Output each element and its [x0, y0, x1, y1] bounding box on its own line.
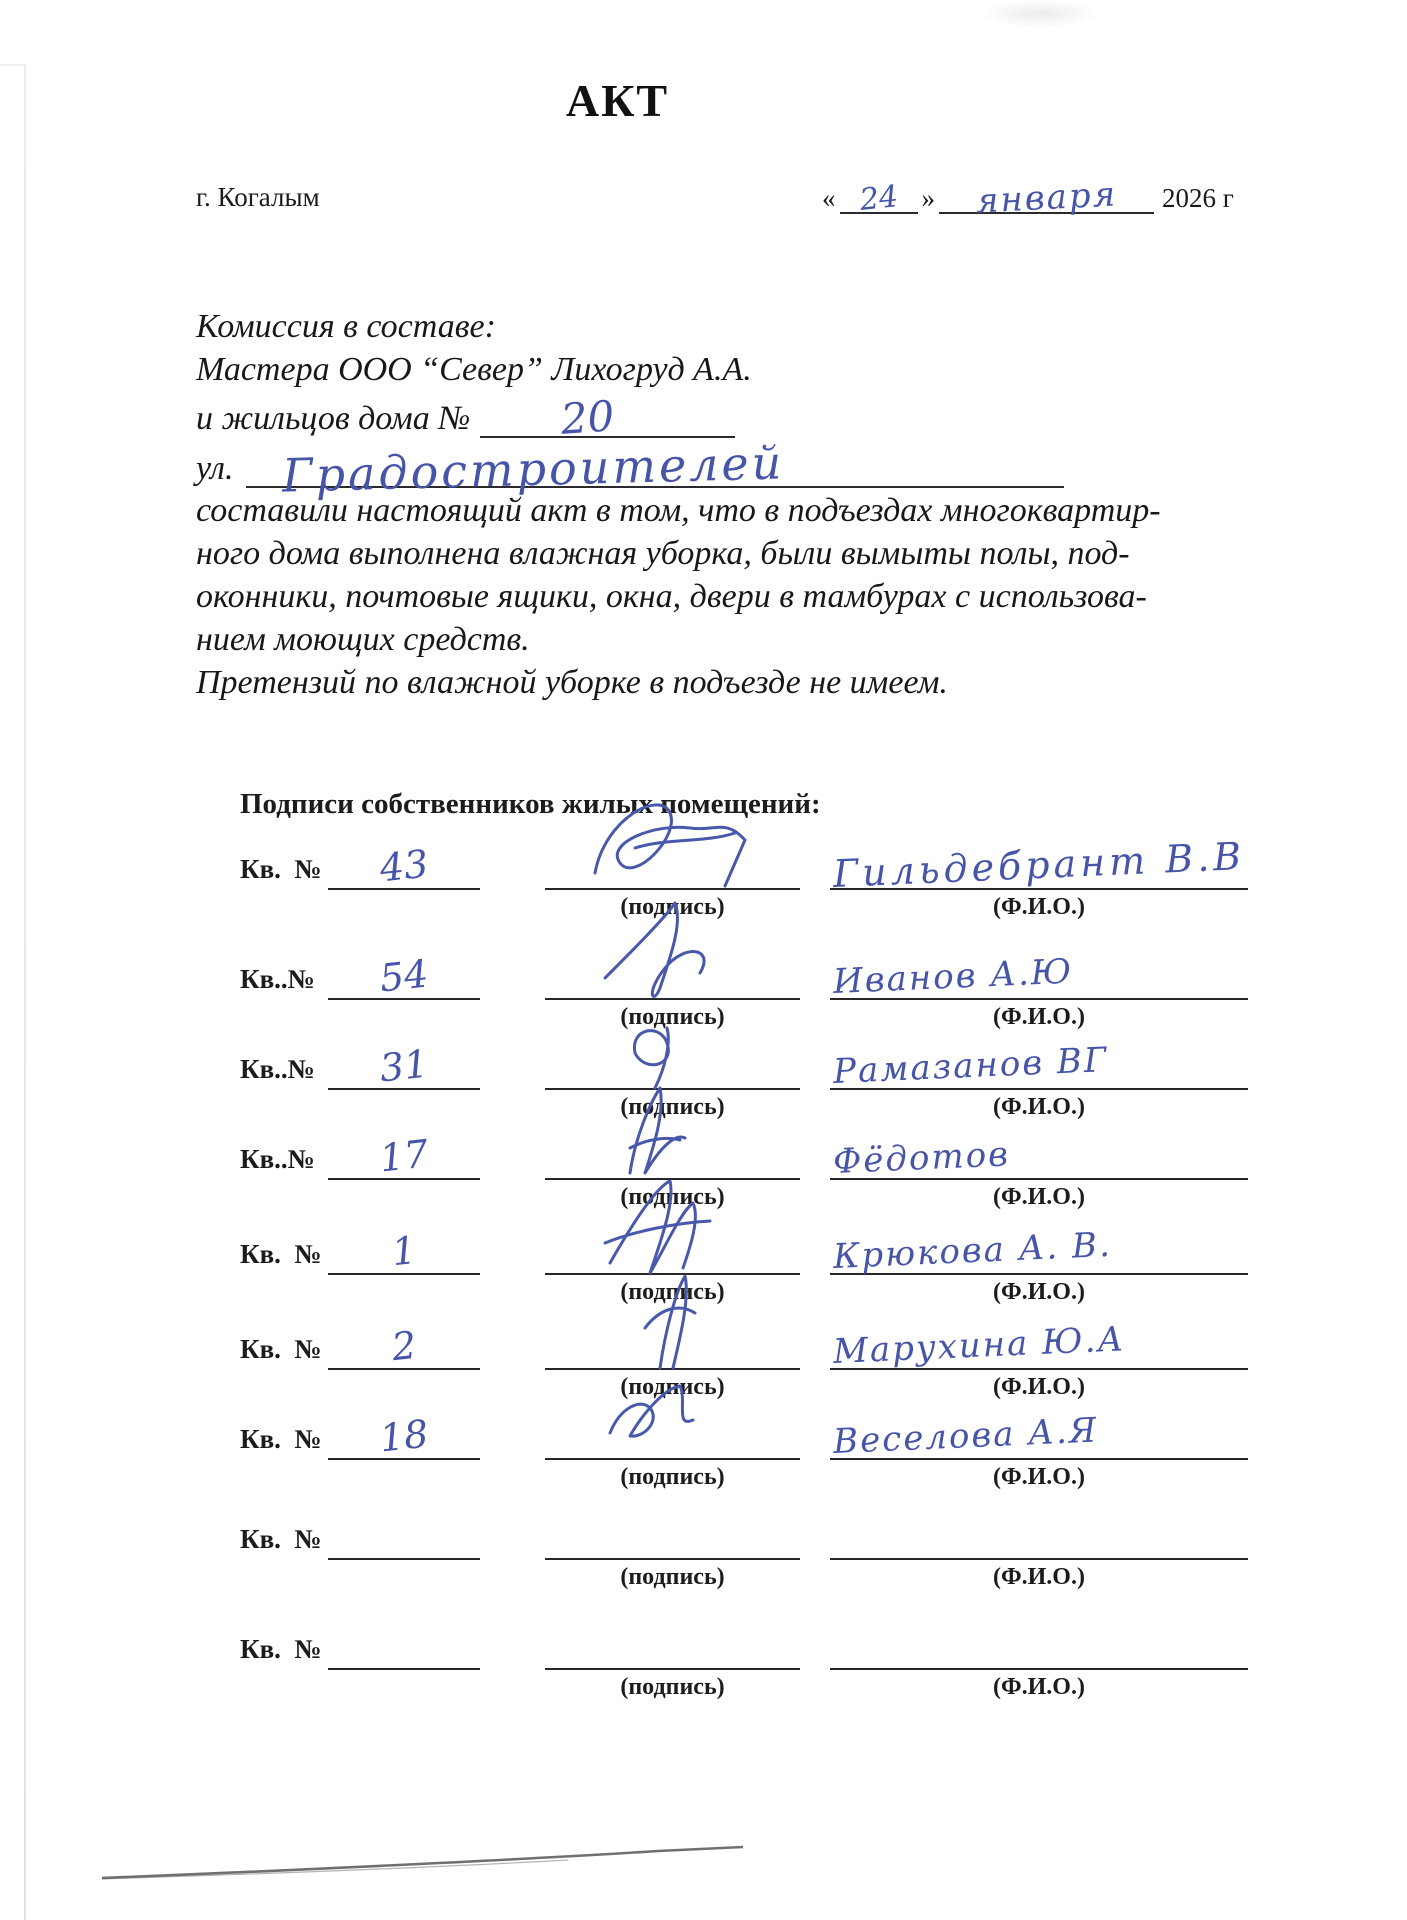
- apartment-number-line: [328, 1227, 480, 1275]
- fio-handwritten: Фёдотов: [832, 1134, 1011, 1182]
- fio-handwritten: Иванов А.Ю: [832, 951, 1075, 1002]
- scan-smudge: [980, 0, 1100, 28]
- date-day-field: [840, 176, 918, 218]
- apartment-label: Кв. №: [240, 1334, 322, 1364]
- signature-scribble: [575, 1358, 775, 1468]
- apartment-label: Кв..№: [240, 964, 315, 994]
- fio-line: [830, 1224, 1248, 1277]
- apartment-number-line: [328, 841, 480, 891]
- apartment-label: Кв. №: [240, 1239, 322, 1269]
- house-number-field: [480, 391, 735, 444]
- apartment-number-handwritten: 2: [389, 1322, 419, 1370]
- signature-scribble: [575, 1173, 775, 1283]
- fio-line: [830, 1319, 1248, 1372]
- caption-fio: (Ф.И.О.): [993, 1374, 1085, 1400]
- street-line: [196, 435, 1064, 503]
- apartment-number-handwritten: 1: [389, 1227, 419, 1275]
- apartment-number-handwritten: 54: [377, 951, 431, 1001]
- commission-line: Комиссия в составе:: [196, 308, 496, 345]
- caption-signature: (подпись): [620, 1674, 725, 1700]
- signature-scribble: [575, 1078, 775, 1188]
- fio-handwritten: Гильдебрант В.В: [832, 834, 1246, 896]
- claims-line: Претензий по влажной уборке в подъезде не имеем.: [196, 664, 948, 701]
- paragraph-line: нием моющих средств.: [196, 621, 530, 658]
- caption-signature: (подпись): [620, 1279, 725, 1305]
- date-month-field: [939, 174, 1154, 222]
- house-line: [196, 391, 735, 444]
- caption-signature: (подпись): [620, 894, 725, 920]
- apartment-number-line: [328, 1131, 480, 1181]
- signature-row: [0, 1410, 1407, 1514]
- fio-line: [830, 1040, 1248, 1092]
- apartment-number-handwritten: 31: [377, 1041, 431, 1091]
- caption-fio: (Ф.И.О.): [993, 894, 1085, 920]
- street-line-prefix: ул.: [196, 450, 234, 487]
- caption-fio: (Ф.И.О.): [993, 1279, 1085, 1305]
- signature-row: [0, 1628, 1407, 1724]
- apartment-label: Кв..№: [240, 1054, 315, 1084]
- apartment-label: Кв. №: [240, 854, 322, 884]
- city-label: г. Когалым: [196, 182, 320, 212]
- signature-row: [0, 1518, 1407, 1614]
- caption-fio: (Ф.И.О.): [993, 1184, 1085, 1210]
- street-name-field: [246, 435, 1064, 503]
- paragraph-line: составили настоящий акт в том, что в подъездах многоквартир-: [196, 492, 1161, 529]
- apartment-number-line: [328, 1322, 480, 1370]
- apartment-label: Кв. №: [240, 1634, 322, 1664]
- date-month-handwritten: января: [974, 174, 1119, 222]
- caption-fio: (Ф.И.О.): [993, 1094, 1085, 1120]
- signature-line: [545, 1418, 800, 1460]
- caption-signature: (подпись): [620, 1184, 725, 1210]
- document-title: АКТ: [565, 75, 670, 126]
- caption-signature: (подпись): [620, 1464, 725, 1490]
- paragraph-line: ного дома выполнена влажная уборка, были вымыты полы, под-: [196, 535, 1130, 572]
- date-quote-open: «: [822, 183, 836, 213]
- caption-fio: (Ф.И.О.): [993, 1674, 1085, 1700]
- apartment-number-line: [328, 1411, 480, 1461]
- apartment-number-handwritten: 17: [377, 1131, 431, 1181]
- date-year: 2026 г: [1162, 183, 1234, 213]
- fio-handwritten: Марухина Ю.А: [832, 1319, 1126, 1372]
- signature-line: [545, 848, 800, 890]
- signature-line: [545, 1518, 800, 1560]
- fio-handwritten: Рамазанов ВГ: [832, 1040, 1110, 1092]
- fio-line: [830, 1134, 1248, 1182]
- house-line-prefix: и жильцов дома №: [196, 400, 471, 437]
- caption-signature: (подпись): [620, 1004, 725, 1030]
- fio-line: [830, 1518, 1248, 1560]
- caption-signature: (подпись): [620, 1374, 725, 1400]
- date-line: [818, 174, 1234, 222]
- fio-line: [830, 834, 1248, 896]
- caption-fio: (Ф.И.О.): [993, 1464, 1085, 1490]
- caption-signature: (подпись): [620, 1094, 725, 1120]
- apartment-label: Кв. №: [240, 1424, 322, 1454]
- caption-fio: (Ф.И.О.): [993, 1004, 1085, 1030]
- apartment-number-line: [328, 951, 480, 1001]
- apartment-label: Кв. №: [240, 1524, 322, 1554]
- caption-signature: (подпись): [620, 1564, 725, 1590]
- date-day-handwritten: 24: [857, 179, 900, 218]
- apartment-number-line: [328, 1628, 480, 1670]
- signature-line: [545, 1628, 800, 1670]
- signature-scribble: [575, 788, 775, 898]
- apartment-number-line: [328, 1041, 480, 1091]
- fio-line: [830, 951, 1248, 1002]
- street-name-handwritten: Градостроителей: [280, 435, 785, 503]
- paragraph-line: оконники, почтовые ящики, окна, двери в тамбурах с использова-: [196, 578, 1147, 615]
- fio-handwritten: Крюкова А. В.: [832, 1224, 1113, 1277]
- master-line: Мастера ООО “Север” Лихогруд А.А.: [196, 351, 752, 388]
- fio-line: [830, 1628, 1248, 1670]
- caption-fio: (Ф.И.О.): [993, 1564, 1085, 1590]
- house-number-handwritten: 20: [559, 391, 617, 444]
- signatures-heading: Подписи собственников жилых помещений:: [240, 788, 821, 820]
- apartment-number-handwritten: 18: [377, 1411, 431, 1461]
- fio-line: [830, 1410, 1248, 1462]
- date-quote-close: »: [921, 183, 935, 213]
- fio-handwritten: Веселова А.Я: [832, 1410, 1100, 1462]
- apartment-label: Кв..№: [240, 1144, 315, 1174]
- apartment-number-line: [328, 1518, 480, 1560]
- apartment-number-handwritten: 43: [377, 841, 431, 891]
- scan-artifact-line: [98, 1838, 758, 1886]
- page-edge-shadow-top: [0, 64, 26, 66]
